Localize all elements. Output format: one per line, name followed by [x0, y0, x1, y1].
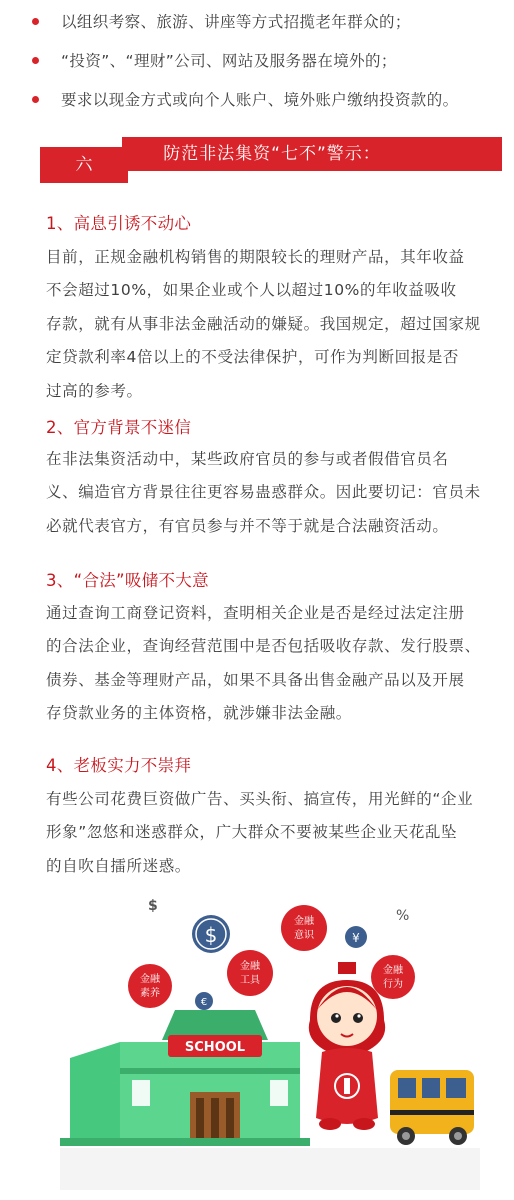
paragraph-line: 定贷款利率4倍以上的不受法律保护，可作为判断回报是否	[46, 348, 459, 367]
svg-text:行为: 行为	[383, 979, 403, 990]
section-paragraph	[46, 241, 496, 408]
paragraph-line: 有些公司花费巨资做广告、买头衔、搞宣传，用光鲜的“企业	[46, 790, 474, 808]
euro-coin-icon	[195, 992, 213, 1010]
bullet-text: “投资”、“理财”公司、网站及服务器在境外的；	[61, 52, 397, 70]
paragraph-line: 过高的参考。	[46, 381, 143, 400]
svg-text:意识: 意识	[294, 930, 314, 941]
section-title: 1、高息引诱不动心	[46, 214, 192, 233]
list-item	[32, 6, 411, 36]
svg-text:素养: 素养	[140, 988, 160, 999]
school-building	[60, 1010, 310, 1146]
financial-literacy-illustration	[60, 880, 480, 1190]
paragraph-line: 的自吹自擂所迷惑。	[46, 856, 191, 875]
svg-text:金融: 金融	[383, 965, 403, 976]
paragraph-line: 目前，正规金融机构销售的期限较长的理财产品，其年收益	[46, 248, 465, 266]
school-bus	[390, 1070, 474, 1145]
list-item	[32, 45, 397, 75]
bullet-dot-icon	[32, 18, 39, 25]
svg-text:工具: 工具	[240, 975, 260, 986]
bullet-text: 以组织考察、旅游、讲座等方式招揽老年群众的；	[61, 13, 411, 31]
svg-text:¥: ¥	[352, 931, 360, 945]
svg-text:$: $	[204, 923, 218, 947]
section-paragraph	[46, 783, 496, 883]
svg-text:金融: 金融	[240, 961, 260, 972]
section-title: 4、老板实力不崇拜	[46, 756, 192, 775]
bubble-financial-tools	[227, 950, 273, 996]
bubble-financial-behavior	[371, 955, 415, 999]
paragraph-line: 义、编造官方背景往往更容易蛊惑群众。因此要切记：官员未	[46, 483, 481, 502]
paragraph-line: 形象”忽悠和迷惑群众，广大群众不要被某些企业天花乱坠	[46, 823, 458, 842]
section-title: 2、官方背景不迷信	[46, 418, 192, 437]
bullet-text: 要求以现金方式或向个人账户、境外账户缴纳投资款的。	[61, 91, 459, 109]
paragraph-line: 在非法集资活动中，某些政府官员的参与或者假借官员名	[46, 450, 449, 468]
paragraph-line: 不会超过10%，如果企业或个人以超过10%的年收益吸收	[46, 281, 457, 300]
paragraph-line: 必就代表官方，有官员参与并不等于就是合法融资活动。	[46, 516, 449, 535]
paragraph-line: 存款，就有从事非法金融活动的嫌疑。我国规定，超过国家规	[46, 314, 481, 333]
bullet-dot-icon	[32, 96, 39, 103]
banner-number: 六	[75, 155, 93, 175]
yen-coin-icon	[345, 926, 367, 948]
banner-title: 防范非法集资“七不”警示：	[163, 144, 381, 164]
list-item	[32, 84, 459, 114]
section-paragraph	[46, 443, 496, 543]
svg-text:SCHOOL: SCHOOL	[184, 1040, 246, 1055]
bubble-financial-literacy	[128, 964, 172, 1008]
paragraph-line: 通过查询工商登记资料，查明相关企业是否是经过法定注册	[46, 604, 465, 622]
svg-text:€: €	[200, 997, 208, 1008]
svg-text:金融: 金融	[140, 974, 160, 985]
section-paragraph	[46, 597, 496, 731]
svg-text:金融: 金融	[294, 916, 314, 927]
bullet-dot-icon	[32, 57, 39, 64]
paragraph-line: 的合法企业，查询经营范围中是否包括吸收存款、发行股票、	[46, 637, 481, 656]
paragraph-line: 债券、基金等理财产品，如果不具备出售金融产品以及开展	[46, 670, 465, 689]
dollar-symbol: $	[148, 898, 158, 914]
dollar-coin-icon	[192, 915, 230, 953]
paragraph-line: 存贷款业务的主体资格，就涉嫌非法金融。	[46, 704, 352, 723]
section-title: 3、“合法”吸储不大意	[46, 571, 209, 590]
section-banner	[40, 135, 462, 183]
bubble-financial-awareness	[281, 905, 327, 951]
percent-symbol: %	[396, 908, 410, 924]
